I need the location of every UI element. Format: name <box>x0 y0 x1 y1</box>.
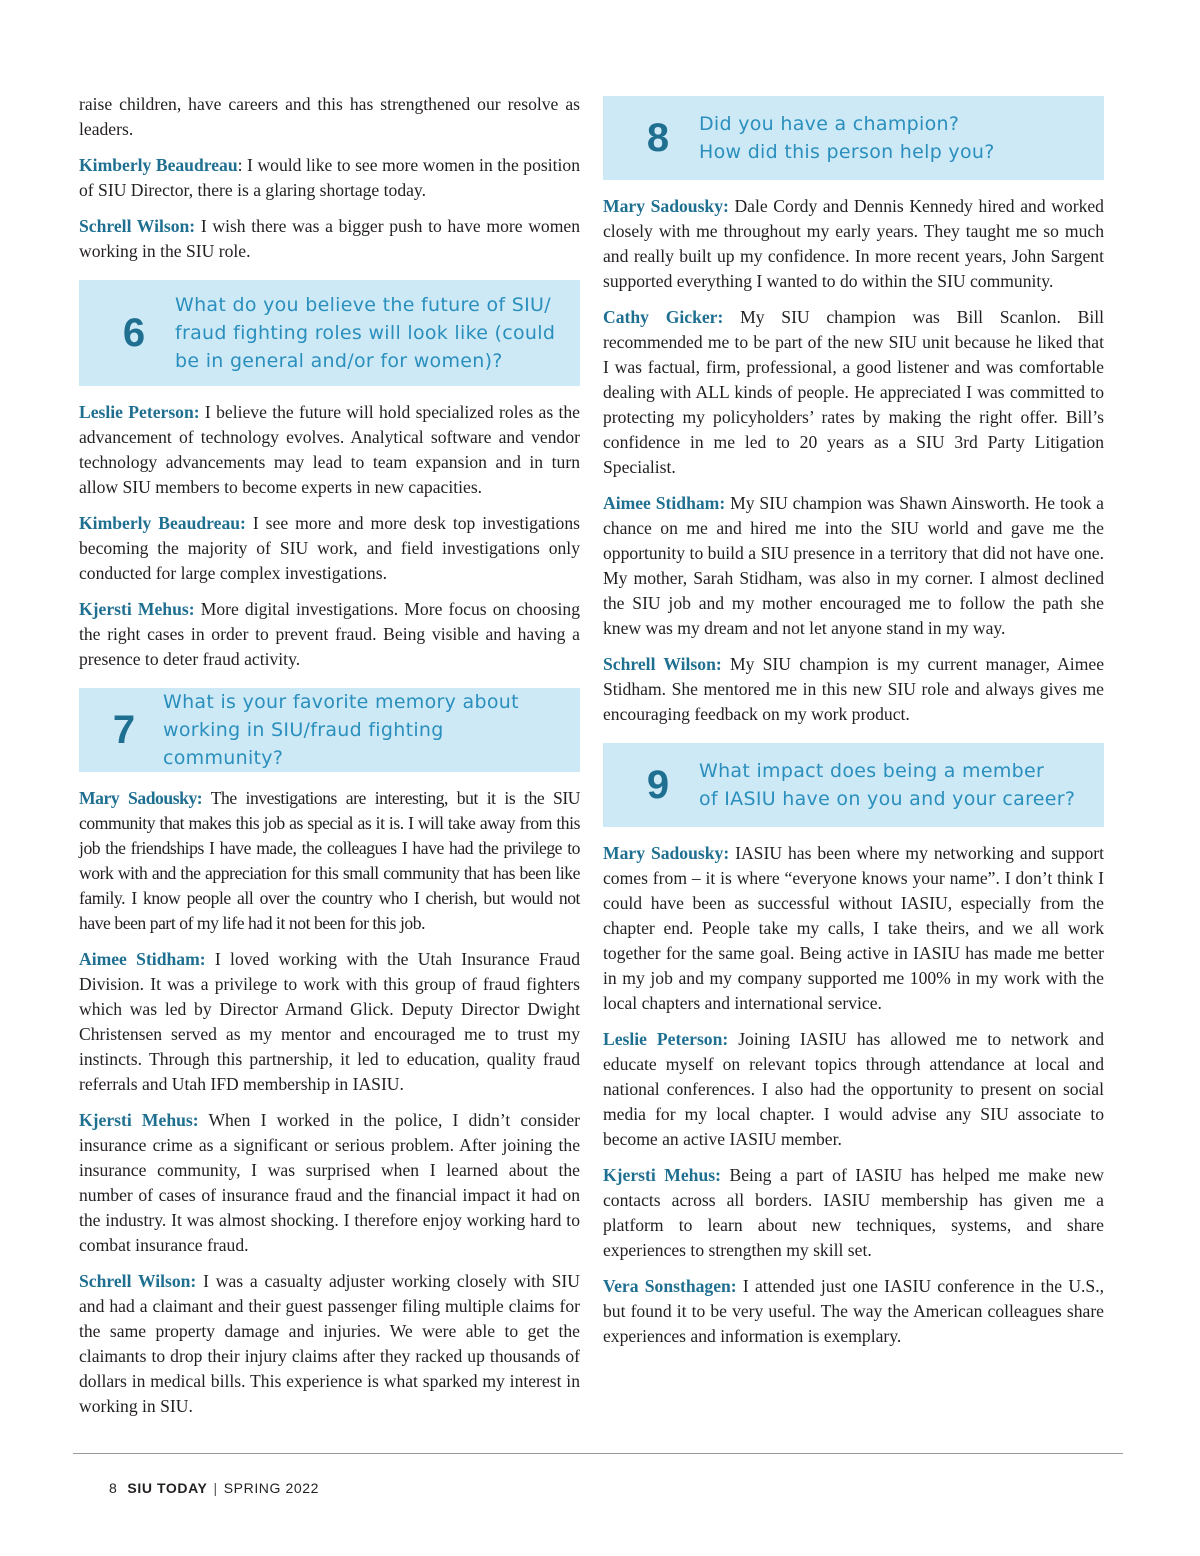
answer-text: I wish there was a bigger push to have more women working in the SIU role. <box>79 216 580 261</box>
issue-label: SPRING 2022 <box>223 1480 320 1496</box>
answer-paragraph <box>79 947 580 1097</box>
answer-paragraph <box>79 214 580 264</box>
answer-text: I attended just one IASIU conference in the U.S., but found it to be very useful. The way the American colleagues share experiences and information is exemplary. <box>603 1276 1105 1346</box>
answer-paragraph <box>603 1027 1104 1152</box>
speaker-name: Leslie Peterson: <box>79 402 200 422</box>
question-box-8 <box>603 96 1104 180</box>
speaker-name: Cathy Gicker: <box>603 307 724 327</box>
answer-text: My SIU champion was Shawn Ainsworth. He took a chance on me and hired me into the SIU world and gave me the opportunity to build a SIU presence in a territory that did not have one. My mother, Sarah Stidham, was also in my corner. I almost declined the SIU job and my mother encouraged me to follow the path she knew was my dream and not let anyone stand in my way. <box>603 493 1104 638</box>
speaker-name: Schrell Wilson: <box>79 216 196 236</box>
question-number: 7 <box>112 708 136 752</box>
answer-paragraph <box>79 1269 580 1419</box>
speaker-name: Aimee Stidham: <box>603 493 726 513</box>
speaker-name: Kjersti Mehus: <box>603 1165 721 1185</box>
answer-paragraph <box>603 1274 1104 1349</box>
answer-text: I loved working with the Utah Insurance Fraud Division. It was a privilege to work with this group of fraud fighters which was led by Director Armand Glick. Deputy Director Dwight Christensen served as my mentor and encouraged me to trust my instincts. Through this partnership, it led to education, quality fraud referrals and Utah IFD membership in IASIU. <box>79 949 580 1094</box>
speaker-name: Kimberly Beaudreau <box>79 155 238 175</box>
speaker-name: Vera Sonsthagen: <box>603 1276 737 1296</box>
question-number: 6 <box>122 311 146 355</box>
question-number: 9 <box>646 763 670 807</box>
speaker-name: Kjersti Mehus: <box>79 1110 199 1130</box>
speaker-name: Kjersti Mehus: <box>79 599 195 619</box>
question-text: Did you have a champion? How did this person help you? <box>699 113 995 163</box>
speaker-name: Leslie Peterson: <box>603 1029 729 1049</box>
answer-paragraph <box>79 511 580 586</box>
answer-paragraph <box>603 194 1104 294</box>
speaker-name: Kimberly Beaudreau: <box>79 513 246 533</box>
answer-paragraph <box>79 786 580 936</box>
answer-paragraph <box>603 491 1104 641</box>
question-text: What impact does being a member of IASIU have on you and your career? <box>699 760 1076 810</box>
answer-text: My SIU champion was Bill Scanlon. Bill recommended me to be part of the new SIU unit because he liked that I was factual, firm, professional, a good listener and was comfortable dealing with ALL kinds of people. He appreciated I was committed to protecting my policyholders’ rates by making the right offer. Bill’s confidence in me led to 20 years as a SIU 3rd Party Litigation Specialist. <box>603 307 1104 477</box>
answer-paragraph <box>603 841 1104 1016</box>
speaker-name: Schrell Wilson: <box>603 654 722 674</box>
answer-text: I see more and more desk top investigations becoming the majority of SIU work, and field investigations only conducted for large complex investigations. <box>79 513 580 583</box>
answer-paragraph <box>603 1163 1104 1263</box>
speaker-punct: : <box>237 155 243 175</box>
answer-text: I believe the future will hold specialized roles as the advancement of technology evolves. Analytical software and vendor technology advancements may lead to team expansion and in turn allow SIU members to become experts in new capacities. <box>79 402 580 497</box>
answer-text: Being a part of IASIU has helped me make new contacts across all borders. IASIU membership has given me a platform to learn about new techniques, systems, and share experiences to strengthen my skill set. <box>603 1165 1104 1260</box>
answer-paragraph <box>603 652 1104 727</box>
answer-text: Dale Cordy and Dennis Kennedy hired and worked closely with me throughout my early years. They taught me so much and really built up my confidence. In more recent years, John Sargent supported everything I wanted to do within the SIU community. <box>603 196 1104 291</box>
footer-divider <box>73 1453 1123 1454</box>
question-text: What is your favorite memory about working in SIU/fraud fighting community? <box>163 691 519 769</box>
question-box-7 <box>79 688 580 772</box>
question-text: What do you believe the future of SIU/ fraud fighting roles will look like (could be in general and/or for women)? <box>175 294 556 372</box>
speaker-name: Mary Sadousky: <box>79 788 203 808</box>
answer-text: I was a casualty adjuster working closely with SIU and had a claimant and their guest passenger filing multiple claims for the same property damage and injuries. We were able to get the claimants to drop their injury claims after they racked up thousands of dollars in medical bills. This experience is what sparked my interest in working in SIU. <box>79 1271 580 1416</box>
answer-text: The investigations are interesting, but it is the SIU community that makes this job as special as it is. I will take away from this job the friendships I have made, the colleagues I have had the privilege to work with and the appreciation for this small community that has been like family. I know people all over the country who I cherish, but would not have been part of my life had it not been for this job. <box>79 788 581 933</box>
answer-text: More digital investigations. More focus on choosing the right cases in order to prevent fraud. Being visible and having a presence to deter fraud activity. <box>79 599 580 669</box>
speaker-name: Mary Sadousky: <box>603 196 729 216</box>
publication-name: SIU TODAY <box>127 1480 208 1496</box>
intro-paragraph: raise children, have careers and this has strengthened our resolve as leaders. <box>79 94 580 139</box>
answer-text: My SIU champion is my current manager, Aimee Stidham. She mentored me in this new SIU role and always gives me encouraging feedback on my work product. <box>603 654 1105 724</box>
question-box-6 <box>79 280 580 386</box>
speaker-name: Aimee Stidham: <box>79 949 206 969</box>
answer-paragraph <box>603 305 1104 480</box>
question-box-9 <box>603 743 1104 827</box>
answer-paragraph <box>79 400 580 500</box>
answer-text: I would like to see more women in the position of SIU Director, there is a glaring shortage today. <box>79 155 580 200</box>
answer-paragraph <box>79 1108 580 1258</box>
page-footer <box>109 1480 319 1496</box>
answer-text: Joining IASIU has allowed me to network and educate myself on relevant topics through attendance at local and national conferences. I also had the opportunity to present on social media for my local chapter. I would advise any SIU associate to become an active IASIU member. <box>603 1029 1104 1149</box>
answer-text: IASIU has been where my networking and support comes from – it is where “everyone knows your name”. I don’t think I could have been as successful without IASIU, especially from the chapter end. People take my calls, I take theirs, and we all work together for the same goal. Being active in IASIU has made me better in my job and my company supported me 100% in my work with the local chapters and international service. <box>603 843 1104 1013</box>
speaker-name: Schrell Wilson: <box>79 1271 197 1291</box>
question-number: 8 <box>646 116 670 160</box>
answer-text: When I worked in the police, I didn’t consider insurance crime as a significant or serious problem. After joining the insurance community, I was surprised when I learned about the number of cases of insurance fraud and the financial impact it had on the industry. It was almost shocking. I therefore enjoy working hard to combat insurance fraud. <box>79 1110 580 1255</box>
answer-paragraph <box>79 597 580 672</box>
speaker-name: Mary Sadousky: <box>603 843 730 863</box>
page-number: 8 <box>109 1480 118 1496</box>
left-column <box>79 92 580 1430</box>
footer-separator: | <box>213 1480 218 1496</box>
right-column <box>603 92 1104 1360</box>
answer-paragraph <box>79 153 580 203</box>
